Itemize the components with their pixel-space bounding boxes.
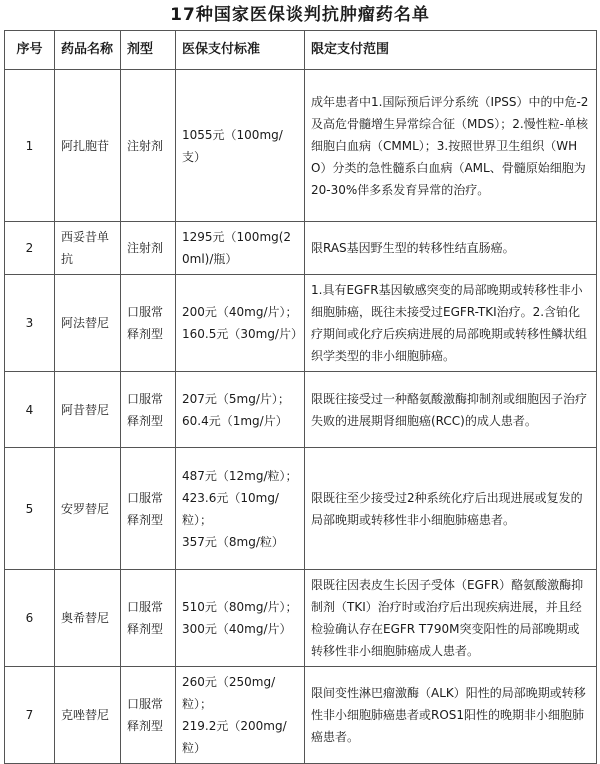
cell-name: 安罗替尼 <box>55 448 121 570</box>
table-row <box>5 570 597 667</box>
cell-form: 口服常释剂型 <box>121 275 176 372</box>
cell-name: 阿法替尼 <box>55 275 121 372</box>
price-line: 357元（8mg/粒） <box>182 534 284 549</box>
price-line: 1055元（100mg/支） <box>182 127 283 164</box>
cell-form: 口服常释剂型 <box>121 372 176 448</box>
price-line: 200元（40mg/片）； <box>182 305 298 319</box>
cell-form: 口服常释剂型 <box>121 570 176 667</box>
table-row <box>5 70 597 222</box>
price-line: 219.2元（200mg/粒） <box>182 719 287 755</box>
table-row <box>5 667 597 764</box>
header-name: 药品名称 <box>55 31 121 70</box>
header-price: 医保支付标准 <box>176 31 305 70</box>
cell-scope: 限既往因表皮生长因子受体（EGFR）酪氨酸激酶抑制剂（TKI）治疗时或治疗后出现疾病进展，并且经检验确认存在EGFR T790M突变阳性的局部晚期或转移性非小细胞肺癌成人患者。 <box>305 570 597 667</box>
drug-table <box>4 30 597 764</box>
price-line: 207元（5mg/片）； <box>182 391 290 406</box>
cell-name: 奥希替尼 <box>55 570 121 667</box>
table-row <box>5 222 597 275</box>
cell-price <box>176 275 305 372</box>
cell-price <box>176 448 305 570</box>
cell-no: 6 <box>5 570 55 667</box>
cell-form: 注射剂 <box>121 222 176 275</box>
cell-no: 2 <box>5 222 55 275</box>
cell-scope: 限间变性淋巴瘤激酶（ALK）阳性的局部晚期或转移性非小细胞肺癌患者或ROS1阳性的晚期非小细胞肺癌患者。 <box>305 667 597 764</box>
cell-scope: 1.具有EGFR基因敏感突变的局部晚期或转移性非小细胞肺癌，既往未接受过EGFR-TKI治疗。2.含铂化疗期间或化疗后疾病进展的局部晚期或转移性鳞状组织学类型的非小细胞肺癌。 <box>305 275 597 372</box>
cell-name: 西妥昔单抗 <box>55 222 121 275</box>
table-row <box>5 372 597 448</box>
cell-no: 7 <box>5 667 55 764</box>
cell-scope: 限既往接受过一种酪氨酸激酶抑制剂或细胞因子治疗失败的进展期肾细胞癌(RCC)的成人患者。 <box>305 372 597 448</box>
cell-price <box>176 222 305 275</box>
price-line: 260元（250mg/粒）； <box>182 675 276 711</box>
cell-scope: 成年患者中1.国际预后评分系统（IPSS）中的中危-2及高危骨髓增生异常综合征（MDS）；2.慢性粒-单核细胞白血病（CMML）；3.按照世界卫生组织（WHO）分类的急性髓系白血病（AML、骨髓原始细胞为20-30%伴多系发育异常的治疗。 <box>305 70 597 222</box>
cell-price <box>176 570 305 667</box>
table-header-row <box>5 31 597 70</box>
price-line: 60.4元（1mg/片） <box>182 413 288 428</box>
table-row <box>5 275 597 372</box>
cell-no: 3 <box>5 275 55 372</box>
price-line: 1295元（100mg(20ml)/瓶） <box>182 230 292 266</box>
cell-price <box>176 667 305 764</box>
price-line: 423.6元（10mg/粒）； <box>182 490 279 527</box>
page-title: 17种国家医保谈判抗肿瘤药名单 <box>170 5 430 25</box>
cell-name: 阿昔替尼 <box>55 372 121 448</box>
price-line: 160.5元（30mg/片） <box>182 327 303 341</box>
header-form: 剂型 <box>121 31 176 70</box>
cell-form: 口服常释剂型 <box>121 667 176 764</box>
header-no: 序号 <box>5 31 55 70</box>
cell-form: 口服常释剂型 <box>121 448 176 570</box>
cell-name: 克唑替尼 <box>55 667 121 764</box>
cell-name: 阿扎胞苷 <box>55 70 121 222</box>
cell-price <box>176 372 305 448</box>
cell-scope: 限既往至少接受过2种系统化疗后出现进展或复发的局部晚期或转移性非小细胞肺癌患者。 <box>305 448 597 570</box>
cell-scope: 限RAS基因野生型的转移性结直肠癌。 <box>305 222 597 275</box>
table-row <box>5 448 597 570</box>
cell-form: 注射剂 <box>121 70 176 222</box>
price-line: 510元（80mg/片）； <box>182 600 298 614</box>
header-scope: 限定支付范围 <box>305 31 597 70</box>
price-line: 300元（40mg/片） <box>182 622 292 636</box>
cell-no: 1 <box>5 70 55 222</box>
cell-price <box>176 70 305 222</box>
cell-no: 4 <box>5 372 55 448</box>
price-line: 487元（12mg/粒）； <box>182 468 298 483</box>
cell-no: 5 <box>5 448 55 570</box>
